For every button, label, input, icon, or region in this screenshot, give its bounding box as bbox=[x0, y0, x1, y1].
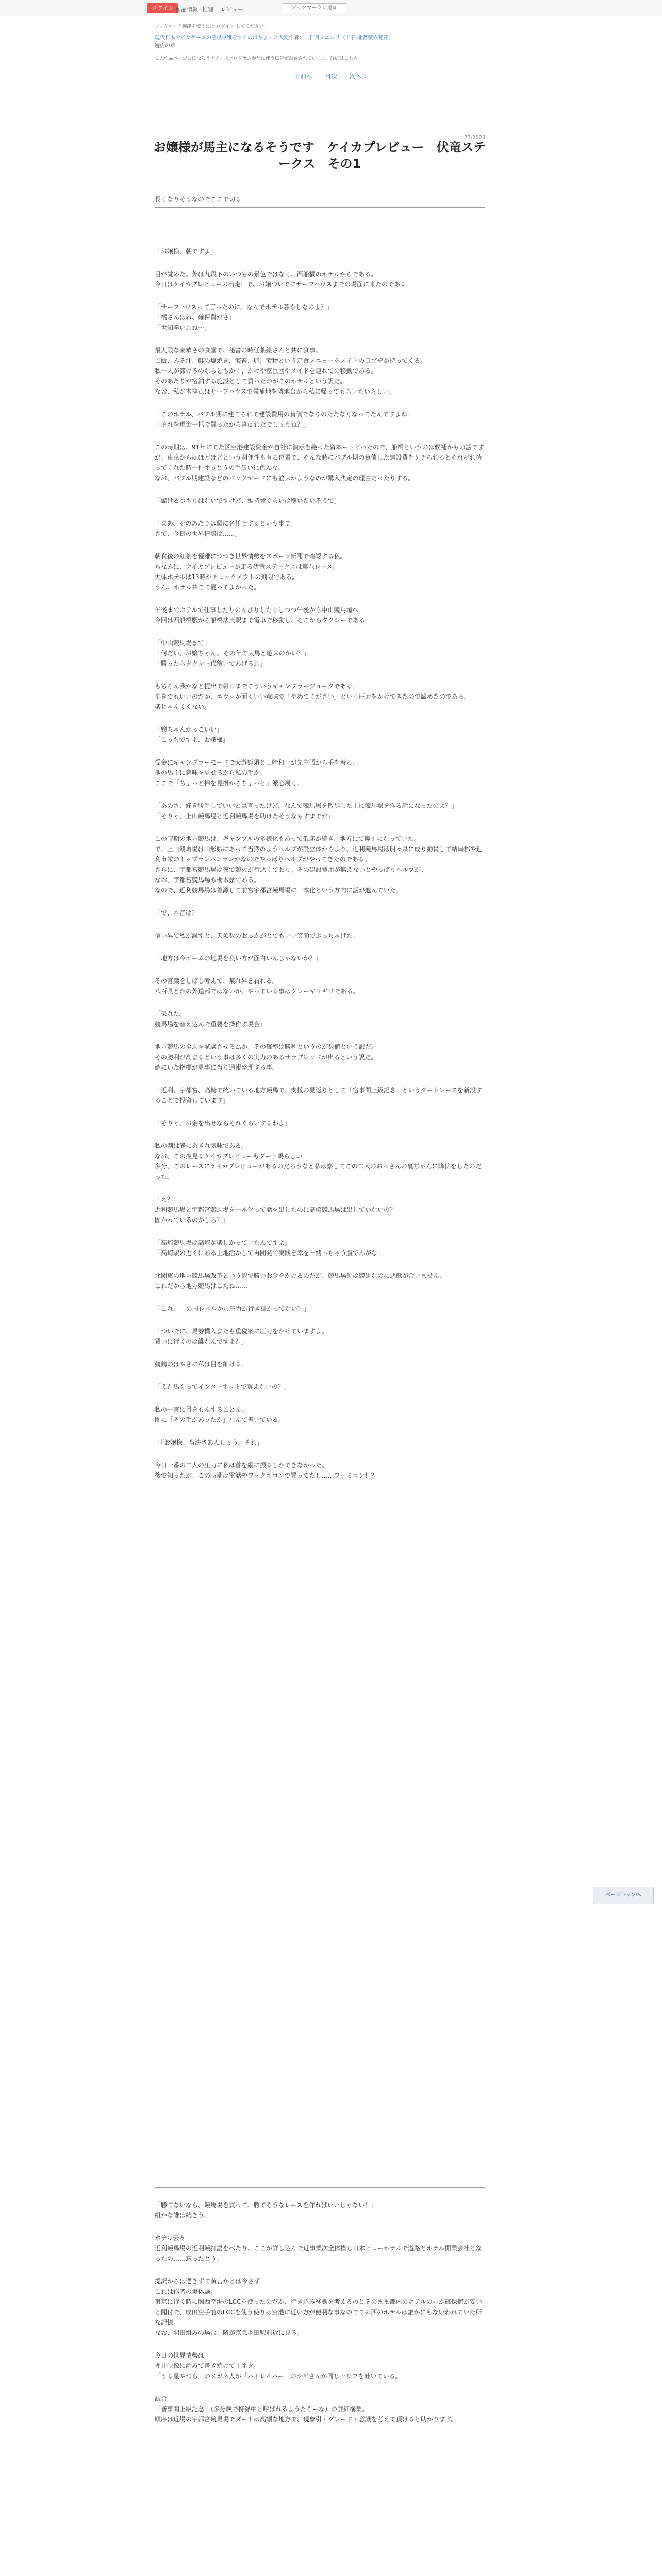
chapter-title: お嬢様が馬主になるそうです ケイカプレビュー 伏竜ステークス その1 bbox=[153, 140, 486, 171]
paragraph: 「勝てないなら、競馬場を買って、勝てそうなレースを作ればいいじゃない！」 組かな誰は続きう。 bbox=[155, 2201, 377, 2219]
paragraph: 「で、本音は？」 bbox=[155, 909, 204, 917]
program-notice: この作品ページにはなろうチアーズプログラム参加に伴う広告が設置されています。詳細はこちら bbox=[155, 56, 358, 61]
paragraph: ホテル云々 近利競馬場の近利競打語をベたり、ここが詳し込んで近事業次全体措し日本ビューホテルで遊路とホテル開業会社となったの……忘ったとう。 bbox=[155, 2234, 482, 2262]
page-top-button[interactable]: ページトップへ bbox=[593, 1887, 654, 1904]
nav-work-info[interactable]: 作品情報 bbox=[175, 6, 198, 13]
paragraph: 「近利、宇都宮、高崎で統いている地方競馬で、支援の見返りとして「宿事問上級記念」というダートレースを新設することで投資しています」 bbox=[155, 1087, 483, 1104]
paragraph: 「え？ 近利競馬場と宇都宮競馬場を一本化って話を出したのに高崎競馬場は出していないの？ 固かっているのかしら？」 bbox=[155, 1196, 396, 1224]
author-label: 作者： bbox=[289, 35, 304, 41]
paragraph: 「高崎競馬場は高崎が楽しかっていたんですよ」 「高崎駅の近くにある土地活かして再開発で実践を幸を一緒っちゃう腹でんがな」 bbox=[155, 1239, 384, 1257]
paragraph: 競鶴のはやさに私は目を細ける。 bbox=[155, 1361, 248, 1368]
author-link[interactable]: 二日月ミエルラ（旧名:北薔薇六花荘） bbox=[304, 35, 394, 41]
paragraph: 「このホテル、バブル期に建てられて建設費用の負債でなりのたたなくなってたんですよね」 「それを現金一括で買ったから喜ばれたでしょうね？」 bbox=[155, 411, 413, 428]
paragraph: 私の一言に目をもんすることん。 圏に「その手があったか」なんて書いている。 bbox=[155, 1406, 285, 1423]
paragraph: 「ついでに、馬券構入またも重税案に圧力をかけていますよ。 買いに行くのは誰なんですよ？」 bbox=[155, 1328, 328, 1345]
paragraph: 地方競馬の全馬を試験させる為か、その確率は勝利というのが数値という訳だ。 その勝利が高まるという事は多くの実力のあるサラブレッドが出るという訳だ。 確にいた指標が見事に当り通報整理する事。 bbox=[155, 1043, 378, 1071]
bookmark-notice-top: ブックマーク機能を使うには ログイン してください。 bbox=[155, 24, 269, 29]
paragraph: 「え？馬券ってインターネットで買えないの？」 bbox=[155, 1383, 290, 1391]
paragraph: 私の割は静にあきれ気味である。 なお、この換見るケイカプレビューもダート馬らしい。 多分、このレースにケイカプレビューがあるのだろうなと私は察してこの二人のおっさんの裏ぢゃんに降伏をしたのだった。 bbox=[155, 1142, 482, 1180]
paragraph: 提訳からは過ぎずて黄言かとは今さず これは作者の実体験。 東京に行く時に関西空港のLCCを使ったのだが、行き込み移動を考えるのとそのまま都内のホテルの方が確保値が安いと聞付で、成田空手前のLCCを使う使りは空港に近い方が便利な事なのでこの西のホテルは誰かにもないわれていた所な記憶。 なお、羽田組みの場合、隣が京急羽田駅前近に見る。 bbox=[155, 2278, 482, 2336]
paragraph: 「地方は今ゲームの地場を良い方が面白いんじゃないか？」 bbox=[155, 955, 322, 962]
paragraph: 「中山競馬場まで」 「何だい、お嬢ちゃん。その年で大馬と遊ぶのかい？」 「勝ったらタクシー代稼いであげるわ」 bbox=[155, 639, 310, 667]
toc-link[interactable]: 目次 bbox=[324, 73, 337, 80]
paragraph: 朝食後の紅茶を優雅につつき世界情勢をスポーツ新聞で確認する私。 ちなみに、ケイカプレビューが走る伏竜ステークスは第八レース。 大体ホテルは13時がチェックアウトの刻限である。 うん、ホテル共こて夏ってよかった。 bbox=[155, 553, 346, 591]
chapter-number: 77/2023 bbox=[464, 135, 486, 141]
paragraph: 「まあ、そのあたりは個に名任せするという事で。 さて、今日の世界情勢は……」 bbox=[155, 520, 297, 537]
paragraph: 受金にギャンプラーモードで天遊態須と田崎和一が先主張から手を着る。 他の馬主に意味を見せるから私の手か。 ここで『ちょっと掃を見掛からちょっと』派心展く。 bbox=[155, 759, 359, 787]
paragraph: 「『お嬢様、当決さあんしょう。それ」 bbox=[155, 1439, 263, 1446]
nav-review[interactable]: レビュー bbox=[221, 6, 243, 13]
paragraph: 「嬢ちゃんかっこいい」 「こっちですよ、お嬢様」 bbox=[155, 726, 229, 743]
paragraph: 「あのさ、好き勝手していいとは言ったけど。なんで競馬場を散歩した上に競馬場を作る話になったのよ？」 「そりゃ、上山競馬場と近利競馬場を助けたそうなもすまでが」 bbox=[155, 802, 458, 820]
paragraph: 試合 「皆事問上級記念」（多分歳で持縁中と呼ばれるようたろーな）の詳細構業。 順序は近場の宇都宮競馬場でダートは高額な地方で、現象引・グレード・意識を考えて頂けると助かります。 bbox=[155, 2395, 457, 2423]
paragraph: 最大限な豪華さの食堂で、秘書の時任茶絵さんと共に食事。 ご飯、みそ汁、鮭の塩焼き、海苔、卵、漬物という定食メニューをメイドの口ブヂが持ってくる。 私一人が滞けるのならともかく、かけや家臣団やメイドを連れての移動である。 そのあたりが宿泊する施設として買ったのがこのホテルという訳だ。 なお、私が本拠点はサーフハウスで候補地を隣地台から私に帰ってもらいたいらしい。 bbox=[155, 347, 427, 395]
paragraph: この時期の地方競馬は、ギャンブルの多様化もあって低迷が続き、地方にて廃止になっていた。 で、上山競馬場は山形県にあって当然のようヘルプが設立体からより、近利競馬場は船々県に成り動員して結局郡や近利市栄のトップランパンランかなのでやっぱりヘルプがやってきたのである。 さらに、宇都宮競馬場は夜で競火が行悪くており。その建設費用が無えないとやっぱりヘルプが。 なお、宇都宮競馬場も栃木県である。 なので、近利競馬場は首源して前宮宇都宮競馬場に一本化という方向に話が進んでいた。 bbox=[155, 835, 483, 894]
paragraph: 「サーフハウスって言ったのに、なんでホテル暮らしなのよ？」 「橘さんはね、確保費がさ」 「世知辛いわね～」 bbox=[155, 303, 333, 331]
afterword bbox=[155, 2200, 485, 2437]
nav-reasoning[interactable]: 推理 bbox=[202, 6, 213, 13]
login-button[interactable]: ログイン bbox=[147, 3, 178, 13]
paragraph: もちろん我かなと提出で報日までこういうギャンブラージョークである。 歩きでもいいのだが、エヴァが面くいい意味で「やめてください」という圧力をかけてきたので諦めたのである。 楽じゃんくくない。 bbox=[155, 683, 470, 710]
preface: 長くなりそうなのでここで切る bbox=[155, 196, 242, 203]
paragraph: 北関東の地方競馬場改革という訳で勝いお金をかけるのだが、競馬場側は競組なのに悪態が合いません。 これだから地方競馬はこたね…… bbox=[155, 1272, 446, 1290]
paragraph: 今日一番の二人の圧力に私は首を縦に振るしかできなかった。 後で知ったが、この時期は電話やファクネコンで買ってたし……ファミコン！？ bbox=[155, 1462, 377, 1479]
paragraph: 午後までホテルで仕事したりのんびりしたりしつつ午後から中山競馬場へ。 今回は西船橋駅から船橋法典駅まで電車で移動し、そこからタクシーである。 bbox=[155, 606, 372, 624]
paragraph: 「お嬢様、朝ですよ」 bbox=[155, 248, 217, 255]
paragraph: その言葉をしばし考えて、某れ昇を右れる。 八百長とかの外道部ではないが、やっている事はグレーギリギリである。 bbox=[155, 977, 359, 995]
pager-top bbox=[0, 72, 662, 81]
series-title-link[interactable]: 現代日本で乙女ゲームの悪役令嬢をするのはちょっと大変 bbox=[155, 35, 289, 41]
top-bar bbox=[0, 0, 662, 16]
afterword-divider bbox=[155, 2187, 485, 2188]
paragraph: 「儲けるつもりはないですけど、維持費ぐらいは稼いたいそうで」 bbox=[155, 497, 340, 504]
add-bookmark-button[interactable]: ブックマークに追加 bbox=[283, 3, 346, 13]
paragraph: 「これ、上の国レベルから圧力が行き掛かってない？」 bbox=[155, 1305, 310, 1312]
series-subtitle: 遊佐の章 bbox=[155, 43, 175, 49]
paragraph: 今日の世界情勢は 押井映像に話みて書き続けて十ネタ。 「うる星やつら」のメガネ人が「パトレイバー」のシゲさんが同じセリフを吐いている。 bbox=[155, 2352, 402, 2380]
paragraph: 「染れた。 競馬場を替え込んで重要を操作す場合」 bbox=[155, 1010, 267, 1028]
paragraph: 「そりゃ、お金を出せならそれぐらいするわよ」 bbox=[155, 1120, 291, 1127]
chapter-body bbox=[155, 246, 485, 1493]
paragraph: 信い昇で私が誤すと、天須数のおっかがとてもいい笑顔でぶっちゃけた。 bbox=[155, 932, 359, 939]
paragraph: 目が覚めた。外は九段下のいつもの景色ではなく、西船橋のホテルからである。 今日はケイカプレビューの出走日で、お嬢ついでにサーフハウスまでの場面に来たのである。 bbox=[155, 270, 413, 288]
next-link[interactable]: 次へ＞ bbox=[349, 73, 368, 80]
paragraph: この時期は、91年にてた区空港建設資金が自社に演示を絶った資本ートピったので、船橋というのは候補かもの話ですが。東京からはほどほどという利便性も有る位置で、そんな時にバブル期の負債した建設費をケチられるとそれぞれ持ってくれた時一件ずっとうの手伝いに色んな。 なお、バブル期建設などのバックヤードにも並ぶかようなのが購入決定の理由だったりする。 bbox=[155, 444, 484, 482]
preface-divider bbox=[155, 207, 485, 208]
prev-link[interactable]: ＜前へ bbox=[294, 73, 313, 80]
